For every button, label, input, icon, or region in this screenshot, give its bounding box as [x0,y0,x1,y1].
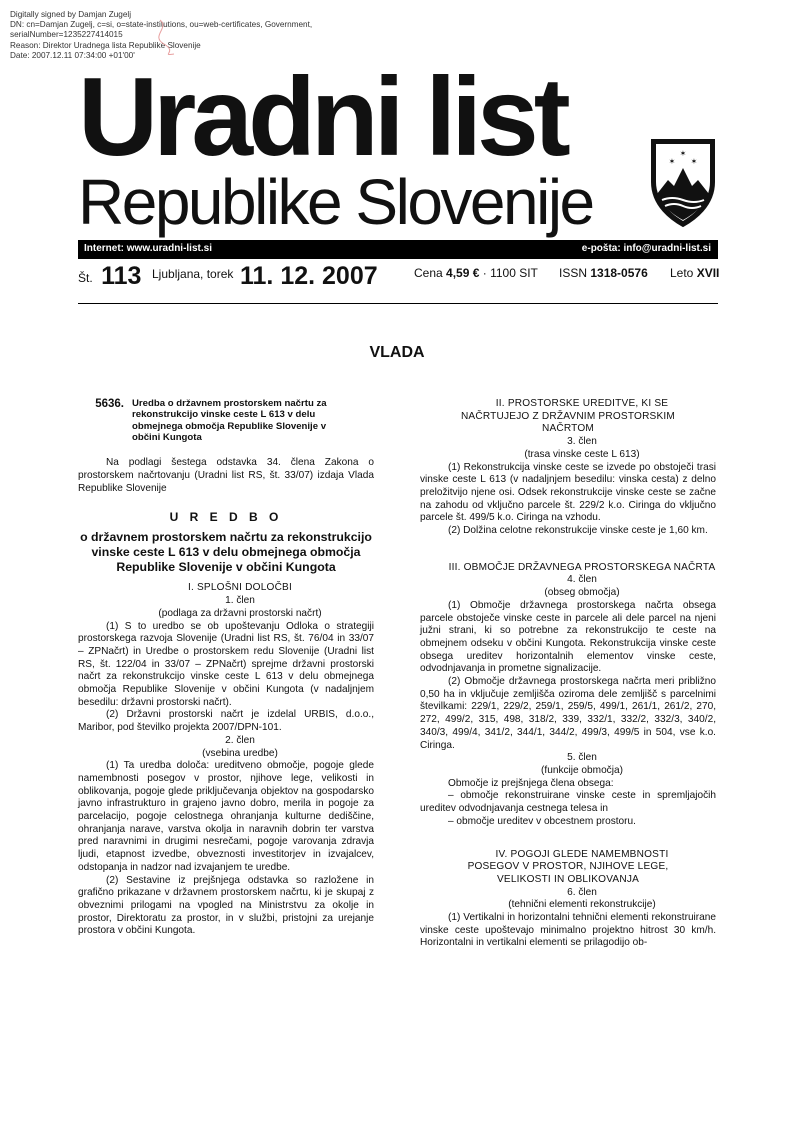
email-link[interactable]: e-pošta: info@uradni-list.si [581,243,711,254]
svg-text:✶: ✶ [690,157,698,166]
signature-line: Reason: Direktor Uradnega lista Republike Slovenije [10,40,201,50]
issn-block [559,266,648,296]
signature-line: Date: 2007.12.11 07:34:00 +01'00' [10,50,135,60]
chapter-heading: IV. POGOJI GLEDE NAMEMBNOSTI POSEGOV V PROSTOR, NJIHOVE LEGE, VELIKOSTI IN OBLIKOVANJA [467,848,669,885]
masthead-subtitle: Republike Slovenije [78,166,593,238]
article-subtitle: (trasa vinske ceste L 613) [524,448,640,460]
article-subtitle: (tehnični elementi rekonstrukcije) [508,899,656,911]
article-number: 4. člen [567,574,597,586]
list-item: – območje rekonstruirane vinske ceste in spremljajočih ureditev odvodnjavanja cestnega telesa in [420,790,716,815]
svg-text:✶: ✶ [679,149,687,158]
article-number: 6. člen [567,886,597,898]
decree-subtitle: o državnem prostorskem načrtu za rekonstrukcijo vinske ceste L 613 v delu obmejnega območja Republike Slovenije v občini Kungota [80,530,372,574]
paragraph: (1) Vertikalni in horizontalni tehnični elementi rekonstruirane vinske ceste upoštevajo minimalno projektno hitrost 30 km/h. Horizontalni in vertikalni elementi se prilagodijo ob- [420,912,716,949]
article-subtitle: (podlaga za državni prostorski načrt) [158,607,322,619]
paragraph: (2) Območje državnega prostorskega načrta meri približno 0,50 ha in vključuje zemljišča oziroma dele zemljišč s parcelnimi številkami: 229/1, 229/2, 259/1, 259/5, 499/1, 261/1, 261/2, 270, 272, 499/2, 315, 498, 318/2, 339, 332/1, 332/2, 332/3, 340/2, 340/3, 499/4, 341/2, 344/1, 344/2, 499/3, 499/5 in 504, vse k.o. Ciringa. [420,676,716,751]
paragraph: (2) Državni prostorski načrt je izdelal URBIS, d.o.o., Maribor, pod številko projekta 2007/DPN-101. [78,709,374,734]
paragraph: (2) Dolžina celotne rekonstrukcije vinske ceste je 1,60 km. [448,525,708,537]
issue-number-block [78,262,141,292]
year-block [670,266,719,296]
price-sit: · 1100 SIT [482,266,538,280]
article-number: 3. člen [567,436,597,448]
paragraph: Območje iz prejšnjega člena obsega: [448,777,614,789]
internet-link[interactable]: Internet: www.uradni-list.si [84,243,212,254]
year-value: XVII [696,266,720,280]
signature-line: serialNumber=1235227414015 [10,30,123,40]
section-heading: VLADA [369,344,425,361]
paragraph: (1) Območje državnega prostorskega načrta obsega parcele obstoječe vinske ceste in parcele ali dele parcel na njeni južni strani, ki so potrebne za rekonstrukcijo te ceste na obmejnem odseku v občini Kungota. Rekonstrukcija vinske ceste obsega ureditev horizontalnih elementov vinske ceste, odvodnjavanja in prometne signalizacije. [420,599,716,675]
decree-title: U R E D B O [169,510,283,525]
issn-value: 1318-0576 [590,266,648,280]
paragraph: (1) Rekonstrukcija vinske ceste se izvede po obstoječi trasi vinske ceste L 613 (v nadaljnjem besedilu: vinska cesta) z delno preložitvijo njene osi. Odsek rekonstrukcije vinske ceste se začne na zahodu od vključno parcele št. 229/2 k.o. Ciringa do vključno parcele št. 499/5 k.o. Ciringa na vzhodu. [420,461,716,524]
issue-place-day: Ljubljana, torek [152,267,234,281]
left-column [78,398,374,938]
chapter-heading: II. PROSTORSKE UREDITVE, KI SE NAČRTUJEJO Z DRŽAVNIM PROSTORSKIM NAČRTOM [460,398,676,435]
price-block [414,266,538,296]
chapter-heading: I. SPLOŠNI DOLOČBI [187,582,292,594]
paragraph: (1) Ta uredba določa: ureditveno območje, pogoje glede namembnosti posegov v prostor, njihove lege, velikosti in oblikovanja, pogoje glede priključevanja objektov na gospodarsko javno infrastrukturo in grajeno javno dobro, merila in pogoje za parcelacijo, pogoje celostnega ohranjanja kulturne dediščine, ohranjanja narave, varstva okolja in naravnih dobrin ter varstva pred naravnimi in drugimi nesrečami, pogoje varovanja zdravja ljudi, etapnost izvedbe, obveznosti investitorjev in izvajalcev, odstopanja in nadzor nad izvajanjem te uredbe. [78,760,374,873]
article-number: 5. člen [567,752,597,764]
article-subtitle: (obseg območja) [544,587,620,599]
issue-date: 11. 12. 2007 [240,262,378,290]
act-number: 5636. [95,398,124,410]
signature-line: DN: cn=Damjan Zugelj, c=si, o=state-institutions, ou=web-certificates, Government, [10,20,313,30]
issn-label: ISSN [559,266,588,280]
signature-scribble-icon [130,18,190,58]
paragraph: (1) S to uredbo se ob upoštevanju Odloka o strategiji prostorskega razvoja Slovenije (Uradni list RS, št. 76/04 in 33/07 – ZPNačrt) in Uredbe o prostorskem redu Slovenije (Uradni list RS, št. 122/04 in 33/07 – ZPNačrt) sprejme državni prostorski načrt za rekonstrukcijo vinske ceste L 613 v delu obmejnega območja Republike Slovenije v občini Kungota (v nadaljnjem besedilu: državni prostorski načrt). [78,620,374,708]
price-label: Cena [414,266,443,280]
price-eur: 4,59 € [446,266,480,280]
year-label: Leto [670,266,694,280]
article-number: 2. člen [225,734,255,746]
contact-bar [78,240,718,259]
header-divider [78,303,718,304]
article-number: 1. člen [225,595,255,607]
paragraph: (2) Sestavine iz prejšnjega odstavka so razložene in grafično prikazane v državnem prostorskem načrtu, ki je skupaj z obveznimi prilogami na vpogled na Ministrstvu za okolje in prostor, Direktoratu za prostor, in v službi, pristojni za urejanje prostora v občini Kungota. [78,874,374,937]
coat-of-arms-icon [648,136,718,228]
masthead-title: Uradni list [78,55,566,179]
preamble: Na podlagi šestega odstavka 34. člena Zakona o prostorskem načrtovanju (Uradni list RS, št. 33/07) izdaja Vlada Republike Slovenije [78,457,374,494]
issue-label: Št. [78,271,93,285]
right-column [420,398,716,950]
issue-number: 113 [101,262,142,290]
signature-line: Digitally signed by Damjan Zugelj [10,10,132,19]
svg-text:✶: ✶ [668,157,676,166]
act-header [78,398,374,443]
article-subtitle: (vsebina uredbe) [202,747,278,759]
act-title: Uredba o državnem prostorskem načrtu za rekonstrukcijo vinske ceste L 613 v delu obmejnega območja Republike Slovenije v občini Kungota [132,398,327,443]
article-subtitle: (funkcije območja) [541,764,623,776]
chapter-heading: III. OBMOČJE DRŽAVNEGA PROSTORSKEGA NAČRTA [448,561,716,573]
list-item: – območje ureditev v obcestnem prostoru. [448,815,636,827]
